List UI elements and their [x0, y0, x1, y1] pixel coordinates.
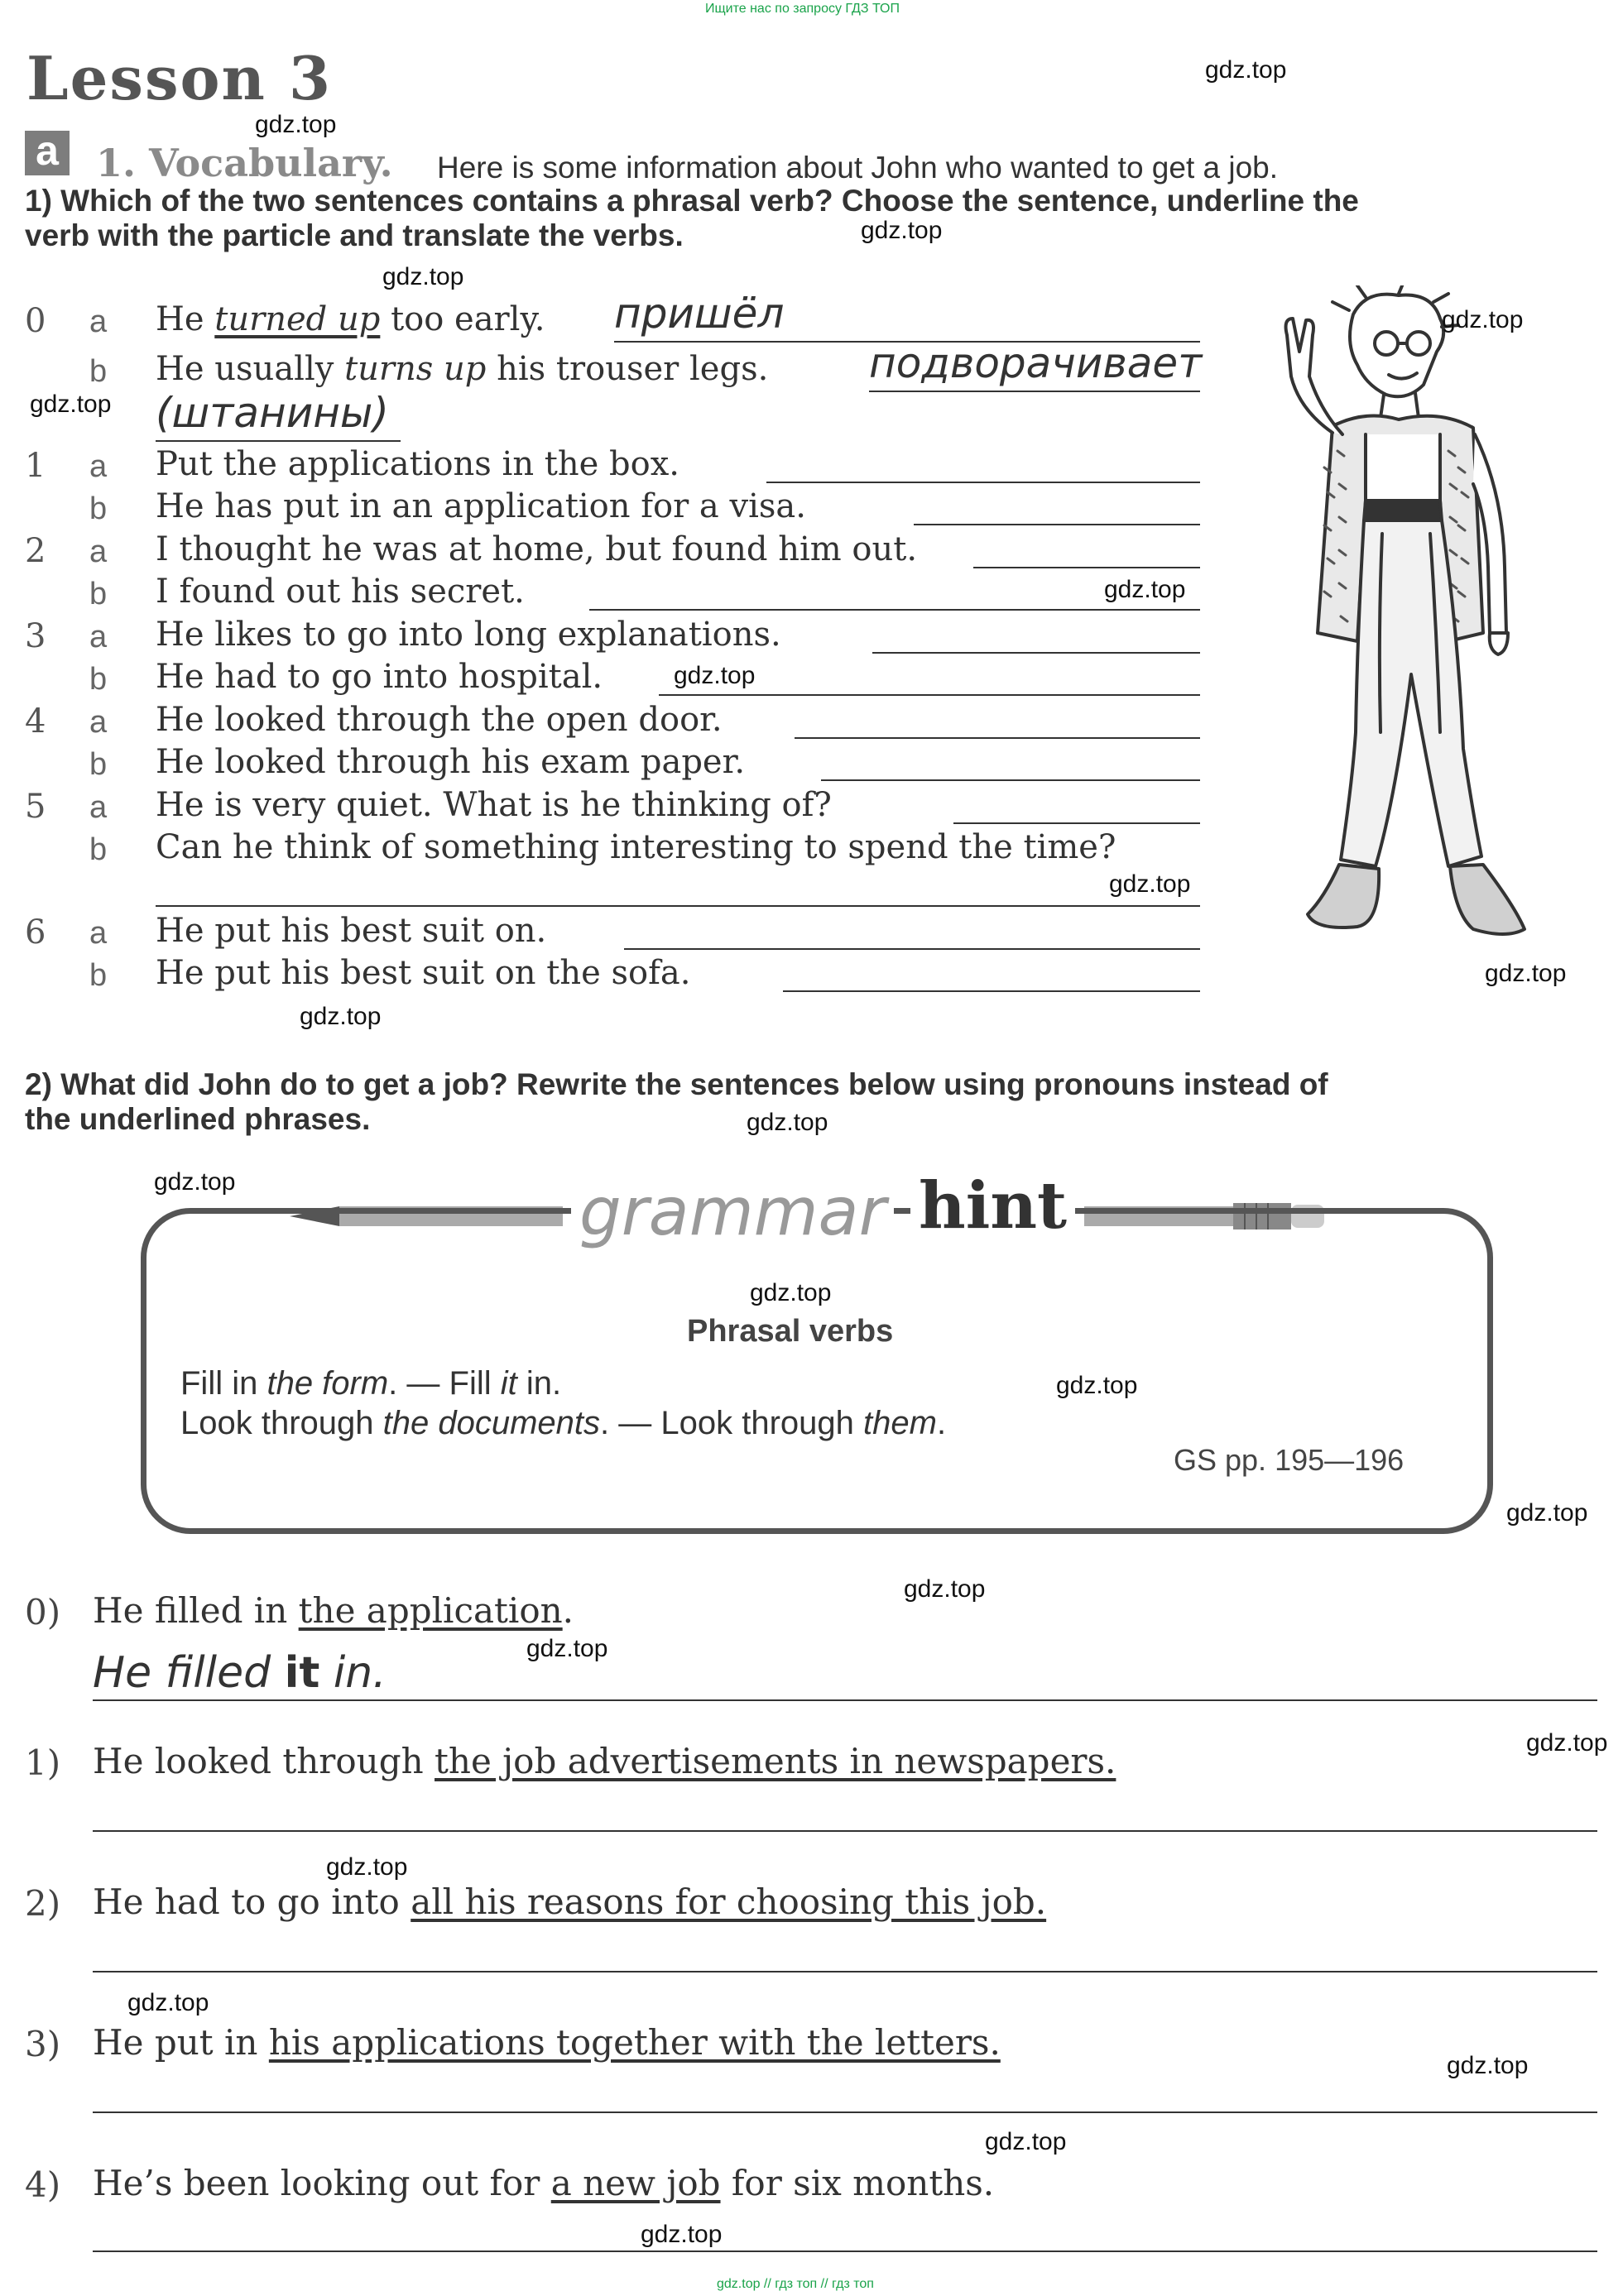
- answer-line[interactable]: [872, 652, 1200, 654]
- watermark: gdz.top: [904, 1575, 986, 1603]
- answer-line[interactable]: [156, 905, 1200, 907]
- watermark: gdz.top: [154, 1168, 236, 1196]
- answer-line[interactable]: [795, 737, 1200, 739]
- grammar-hint-word2: hint: [910, 1168, 1075, 1244]
- answer-line[interactable]: [624, 948, 1200, 950]
- sentence-1b: He has put in an application for a visa.: [156, 487, 806, 525]
- sentence-3b: He had to go into hospital.: [156, 658, 603, 696]
- watermark: gdz.top: [1056, 1372, 1138, 1399]
- item-number: 1: [25, 447, 46, 485]
- watermark: gdz.top: [1485, 960, 1567, 987]
- watermark: gdz.top: [1104, 576, 1186, 603]
- letter-a: a: [89, 534, 108, 569]
- watermark: gdz.top: [1205, 56, 1287, 84]
- watermark: gdz.top: [326, 1853, 408, 1881]
- grammar-hint-reference: GS pp. 195—196: [1174, 1443, 1405, 1477]
- sentence-5b: Can he think of something interesting to spend the time?: [156, 828, 1116, 866]
- rewrite-number: 0): [25, 1592, 61, 1632]
- grammar-hint-example-2: Look through the documents. — Look through them.: [180, 1405, 947, 1441]
- task2-instruction-1: 2) What did John do to get a job? Rewrite the sentences below using pronouns instead of: [25, 1067, 1328, 1101]
- answer-line[interactable]: [953, 822, 1200, 824]
- grammar-hint-word1: grammar: [571, 1173, 894, 1250]
- task1-instruction-2: verb with the particle and translate the verbs.: [25, 218, 684, 252]
- sentence-6b: He put his best suit on the sofa.: [156, 954, 691, 992]
- letter-a: a: [89, 449, 108, 484]
- letter-b: b: [89, 747, 108, 782]
- sentence-4a: He looked through the open door.: [156, 701, 723, 739]
- task1-instruction-1: 1) Which of the two sentences contains a phrasal verb? Choose the sentence, underline the: [25, 184, 1359, 218]
- item-number: 6: [25, 913, 46, 951]
- watermark: gdz.top: [1447, 2052, 1529, 2079]
- watermark: gdz.top: [1442, 306, 1524, 333]
- answer-line[interactable]: [973, 567, 1200, 568]
- letter-a: a: [89, 790, 108, 825]
- letter-b: b: [89, 662, 108, 697]
- sentence-5a: He is very quiet. What is he thinking of?: [156, 786, 832, 824]
- item-number: 0: [25, 302, 46, 340]
- rewrite-sentence-0: He filled in the application.: [93, 1590, 574, 1631]
- sentence-2a: I thought he was at home, but found him out.: [156, 530, 918, 568]
- john-illustration: [1241, 285, 1597, 964]
- answer-line[interactable]: [659, 694, 1200, 696]
- lesson-title: Lesson 3: [26, 43, 333, 113]
- watermark: gdz.top: [127, 1989, 209, 2016]
- section-intro: Here is some information about John who wanted to get a job.: [437, 151, 1279, 185]
- answer-line[interactable]: [821, 779, 1200, 781]
- watermark: gdz.top: [985, 2128, 1067, 2155]
- rewrite-sentence-2: He had to go into all his reasons for choosing this job.: [93, 1881, 1047, 1922]
- rewrite-answer-0[interactable]: He filled it in.: [93, 1648, 387, 1698]
- watermark: gdz.top: [300, 1003, 382, 1030]
- sentence-6a: He put his best suit on.: [156, 912, 547, 950]
- answer-line[interactable]: [93, 2111, 1597, 2113]
- answer-line[interactable]: [783, 990, 1200, 992]
- watermark: gdz.top: [1109, 870, 1191, 898]
- answer-line[interactable]: [93, 1830, 1597, 1832]
- sentence-0b: He usually turns up his trouser legs.: [156, 350, 769, 388]
- watermark: gdz.top: [747, 1109, 828, 1136]
- section-title: 1. Vocabulary.: [96, 141, 393, 185]
- answer-line[interactable]: [869, 391, 1200, 392]
- answer-line[interactable]: [93, 1971, 1597, 1972]
- letter-b: b: [89, 832, 108, 867]
- letter-a: a: [89, 620, 108, 654]
- letter-a: a: [89, 916, 108, 951]
- sentence-1a: Put the applications in the box.: [156, 445, 679, 483]
- answer-line[interactable]: [914, 524, 1200, 525]
- watermark: gdz.top: [255, 111, 337, 138]
- sentence-4b: He looked through his exam paper.: [156, 743, 746, 781]
- sentence-3a: He likes to go into long explanations.: [156, 616, 781, 654]
- item-number: 3: [25, 617, 46, 655]
- answer-line[interactable]: [156, 440, 401, 442]
- letter-b: b: [89, 958, 108, 993]
- rewrite-number: 2): [25, 1883, 61, 1924]
- item-number: 5: [25, 788, 46, 826]
- letter-b: b: [89, 577, 108, 611]
- rewrite-sentence-3: He put in his applications together with the letters.: [93, 2022, 1001, 2063]
- grammar-hint-title: Phrasal verbs: [687, 1314, 894, 1349]
- grammar-hint-example-1: Fill in the form. — Fill it in.: [180, 1365, 562, 1402]
- answer-0b[interactable]: подворачивает: [869, 339, 1203, 387]
- watermark: gdz.top: [1526, 1729, 1608, 1757]
- item-number: 2: [25, 532, 46, 570]
- rewrite-sentence-4: He’s been looking out for a new job for six months.: [93, 2163, 995, 2203]
- watermark: gdz.top: [674, 662, 756, 689]
- rewrite-sentence-1: He looked through the job advertisements in newspapers.: [93, 1741, 1116, 1781]
- answer-line[interactable]: [766, 482, 1200, 483]
- top-note: Ищите нас по запросу ГДЗ ТОП: [705, 2, 900, 16]
- watermark: gdz.top: [641, 2221, 723, 2248]
- letter-b: b: [89, 491, 108, 526]
- watermark: gdz.top: [861, 217, 943, 244]
- rewrite-number: 4): [25, 2164, 61, 2205]
- letter-a: a: [89, 705, 108, 740]
- rewrite-number: 3): [25, 2024, 61, 2064]
- watermark: gdz.top: [526, 1635, 608, 1662]
- section-marker: a: [25, 131, 70, 175]
- task2-instruction-2: the underlined phrases.: [25, 1102, 371, 1136]
- answer-line[interactable]: [93, 1699, 1597, 1701]
- watermark: gdz.top: [30, 391, 112, 418]
- answer-line[interactable]: [93, 2250, 1597, 2252]
- item-number: 4: [25, 702, 46, 741]
- watermark: gdz.top: [1506, 1499, 1588, 1527]
- watermark: gdz.top: [750, 1279, 832, 1306]
- letter-a: a: [89, 304, 108, 339]
- letter-b: b: [89, 354, 108, 389]
- sentence-0a: He turned up too early.: [156, 300, 545, 338]
- answer-0b-cont[interactable]: (штанины): [156, 389, 389, 437]
- watermark: gdz.top: [382, 263, 464, 290]
- rewrite-number: 1): [25, 1742, 61, 1783]
- bottom-note: gdz.top // гдз топ // гдз топ: [717, 2277, 874, 2291]
- answer-line[interactable]: [589, 609, 1200, 611]
- answer-0a[interactable]: пришёл: [614, 290, 785, 338]
- sentence-2b: I found out his secret.: [156, 573, 525, 611]
